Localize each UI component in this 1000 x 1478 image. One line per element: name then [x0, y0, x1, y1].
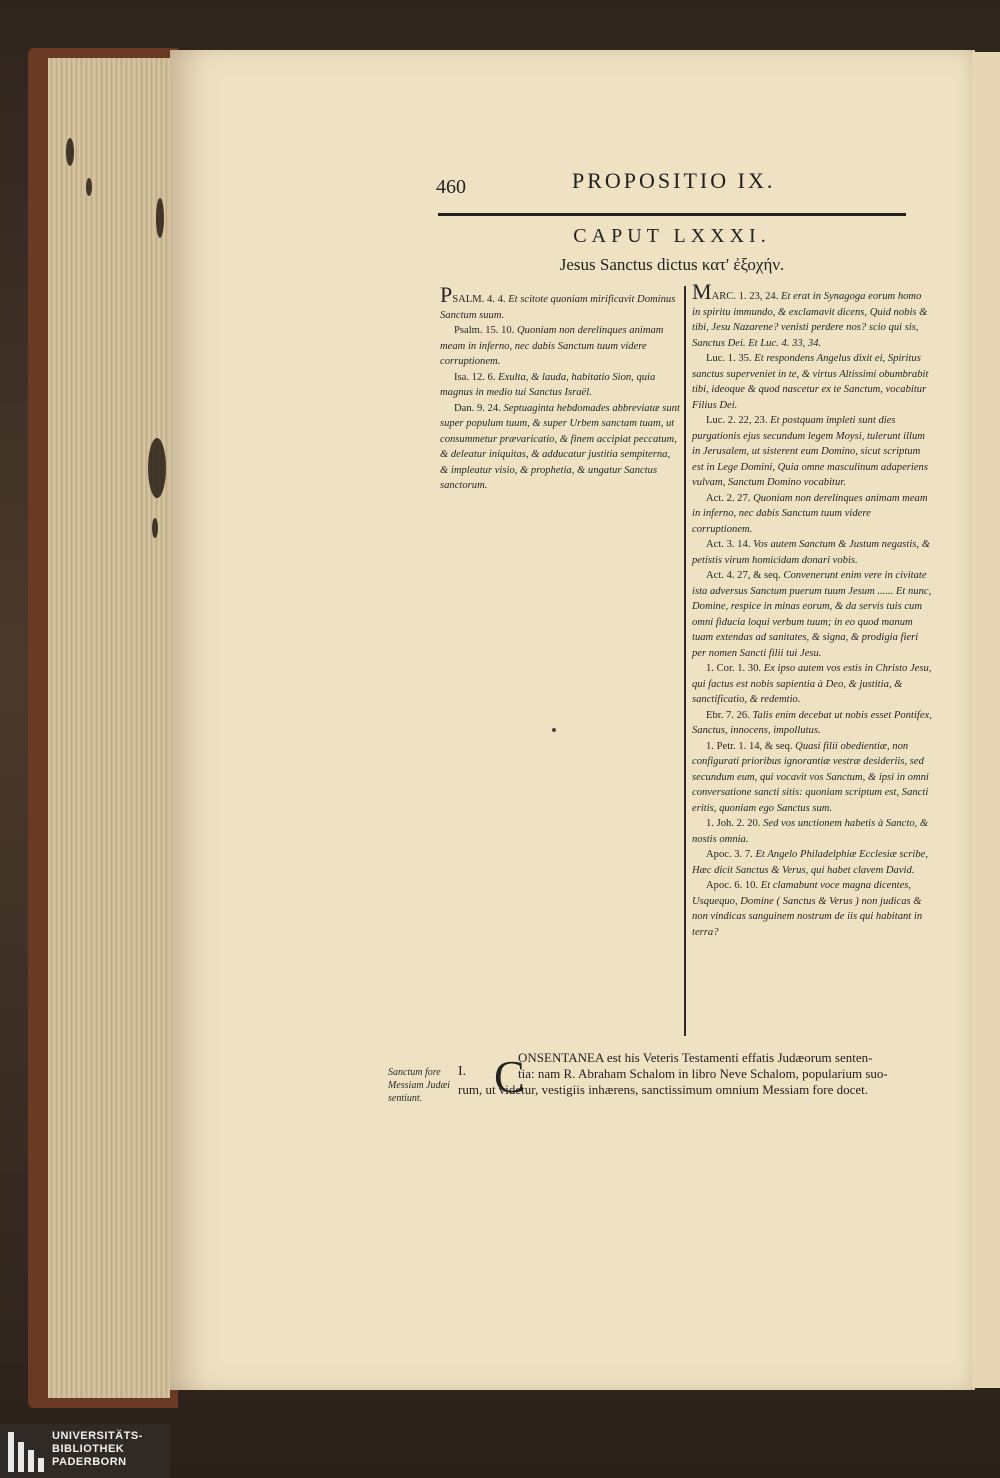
verse-entry [692, 279, 932, 351]
running-title: PROPOSITIO IX. [572, 168, 776, 193]
paragraph-number: I. [458, 1064, 467, 1079]
paragraph-line: ONSENTANEA est his Veteris Testamenti effatis Judæorum senten- [518, 1050, 873, 1065]
verse-entry [692, 413, 932, 491]
verse-entry [692, 816, 932, 847]
verse-ref: Ebr. 7. 26. [706, 709, 750, 721]
verse-entry [692, 878, 932, 940]
verse-entry [692, 568, 932, 661]
verse-entry [692, 739, 932, 817]
verse-text: Exulta, & lauda, habitatio Sion, quia magnus in medio tui Sanctus Israël. [440, 371, 656, 398]
verse-text: Et respondens Angelus dixit ei, Spiritus sanctus superveniet in te, & virtus Altissimi obumbrabit tibi, ideoque & quod nascetur ex te Sanctum, vocabitur Filius Dei. [692, 353, 929, 411]
verse-entry [692, 351, 932, 413]
library-logo [0, 1424, 170, 1478]
facing-page-edge [972, 52, 1000, 1388]
library-logo-text [52, 1430, 143, 1469]
logo-line: BIBLIOTHEK [52, 1443, 125, 1455]
verse-text: Ex ipso autem vos estis in Christo Jesu, qui factus est nobis sapientia à Deo, & justitia, & sanctificatio, & redemtio. [692, 663, 932, 705]
verse-entry [440, 370, 680, 401]
drop-cap: C [494, 1051, 525, 1102]
verse-entry [692, 847, 932, 878]
verse-entry [692, 708, 932, 739]
verse-ref: Dan. 9. 24. [454, 402, 501, 414]
verse-text: Sed vos unctionem habetis à Sancto, & nostis omnia. [692, 818, 929, 845]
verse-ref: Isa. 12. 6. [454, 371, 496, 383]
verse-text: Vos autem Sanctum & Justum negastis, & petistis virum homicidam donari vobis. [692, 539, 930, 566]
logo-line: PADERBORN [52, 1456, 127, 1468]
verse-text: Quoniam non derelinques animam meam in inferno, nec dabis Sanctum tuum videre corruptionem. [440, 325, 664, 367]
verse-entry [440, 401, 680, 494]
header-rule [438, 213, 906, 216]
verse-ref: Act. 3. 14. [706, 539, 751, 550]
paragraph-line: tia: nam R. Abraham Schalom in libro Neve Schalom, popularium suo- [518, 1066, 888, 1081]
verse-text: Et clamabunt voce magna dicentes, Usquequo, Domine ( Sanctus & Verus ) non judicas & non vindicas sanguinem nostrum de iis qui habitant in terra? [692, 880, 923, 938]
verse-text: Convenerunt enim vere in civitate ista adversus Sanctum puerum tuum Jesum ...... Et nunc, Domine, respice in minas eorum, & da servis tuis cum omni fiducia loqui verbum tuum; in eo quod manum tuam extendas ad sanitates, & signa, & prodigia fieri per nomen Sancti filii tui Jesu. [692, 570, 932, 659]
left-column [440, 282, 680, 494]
verse-text: Et erat in Synagoga eorum homo in spiritu immundo, & exclamavit dicens, Quid nobis & tibi, Jesu Nazarene? venisti perdere nos? scio qui sis, Sanctus Dei. Et Luc. 4. 33, 34. [692, 291, 928, 349]
verse-text: Quoniam non derelinques animam meam in inferno, nec dabis Sanctum tuum videre corruptionem. [692, 492, 928, 535]
verse-entry [440, 323, 680, 370]
ink-stain [156, 198, 164, 238]
margin-note: Sanctum fore Messiam Judæi sentiunt. [388, 1067, 450, 1104]
right-column [692, 279, 932, 940]
verse-ref: Psalm. 15. 10. [454, 325, 515, 336]
running-head [436, 168, 906, 198]
ink-stain [152, 518, 158, 538]
ink-stain [86, 178, 92, 196]
page-number: 460 [436, 176, 466, 198]
verse-entry [692, 661, 932, 708]
verse-entry [692, 491, 932, 538]
verse-text: Talis enim decebat ut nobis esset Pontifex, Sanctus, innocens, impollutus. [692, 709, 932, 736]
ink-stain [148, 438, 166, 498]
verse-ref: 1. Petr. 1. 14, & seq. [706, 740, 793, 752]
verse-ref: Luc. 1. 35. [706, 353, 752, 364]
ink-stain [66, 138, 74, 166]
verse-text: Et postquam impleti sunt dies purgationis ejus secundum legem Moysi, tulerunt illum in Jerusalem, ut sisterent eum Domino, sicut scriptum est in Lege Domini, Quia omne masculinum adaperiens vulvam, Sanctum Domino vocabitur. [692, 415, 928, 488]
verse-ref: 1. Cor. 1. 30. [706, 663, 762, 674]
verse-text: Et Angelo Philadelphiæ Ecclesiæ scribe, Hæc dicit Sanctus & Verus, qui habet clavem David. [692, 849, 928, 876]
verse-ref: Apoc. 6. 10. [706, 880, 759, 891]
paragraph-lines [518, 1050, 950, 1082]
verse-entry [440, 282, 680, 323]
verse-text: Et scitote quoniam mirificavit Dominus Sanctum suum. [440, 294, 676, 321]
verse-ref: Act. 4. 27, & seq. [706, 570, 781, 581]
column-divider [684, 286, 686, 1036]
initial-letter: M [692, 279, 712, 304]
library-logo-icon [8, 1432, 44, 1472]
paragraph-line: rum, ut videtur, vestigiis inhærens, sanctissimum omnium Messiam fore docet. [458, 1082, 869, 1097]
page-fore-edge [48, 58, 170, 1398]
chapter-subtitle: Jesus Sanctus dictus κατ' ἐξοχήν. [559, 255, 785, 274]
chapter-heading: CAPUT LXXXI. [573, 225, 771, 247]
logo-line: UNIVERSITÄTS- [52, 1430, 143, 1442]
verse-entry [692, 537, 932, 568]
verse-text: Septuaginta hebdomades abbreviatæ sunt super populum tuum, & super Urbem sanctam tuam, ut consummetur prævaricatio, & finem accipiat peccatum, & deleatur iniquitas, & adducatur justitia sempiterna, & impleatur visio, & prophetia, & ungatur Sanctus sanctorum. [440, 402, 680, 491]
ink-speck [552, 728, 556, 732]
verse-ref: ARC. 1. 23, 24. [711, 291, 779, 302]
verse-ref: 1. Joh. 2. 20. [706, 818, 761, 829]
initial-letter: P [440, 282, 453, 307]
verse-ref: Luc. 2. 22, 23. [706, 415, 768, 426]
verse-ref: Apoc. 3. 7. [706, 849, 753, 860]
verse-ref: SALM. 4. 4. [452, 294, 506, 305]
verse-ref: Act. 2. 27. [706, 492, 751, 504]
verse-text: Quasi filii obedientiæ, non configurati prioribus ignorantiæ vestræ desideriis, sed secundum eum, qui vocavit vos Sanctum, & ipsi in omni conversatione sancti sitis: quoniam scriptum est, Sancti eritis, quoniam ego Sanctus sum. [692, 740, 929, 814]
